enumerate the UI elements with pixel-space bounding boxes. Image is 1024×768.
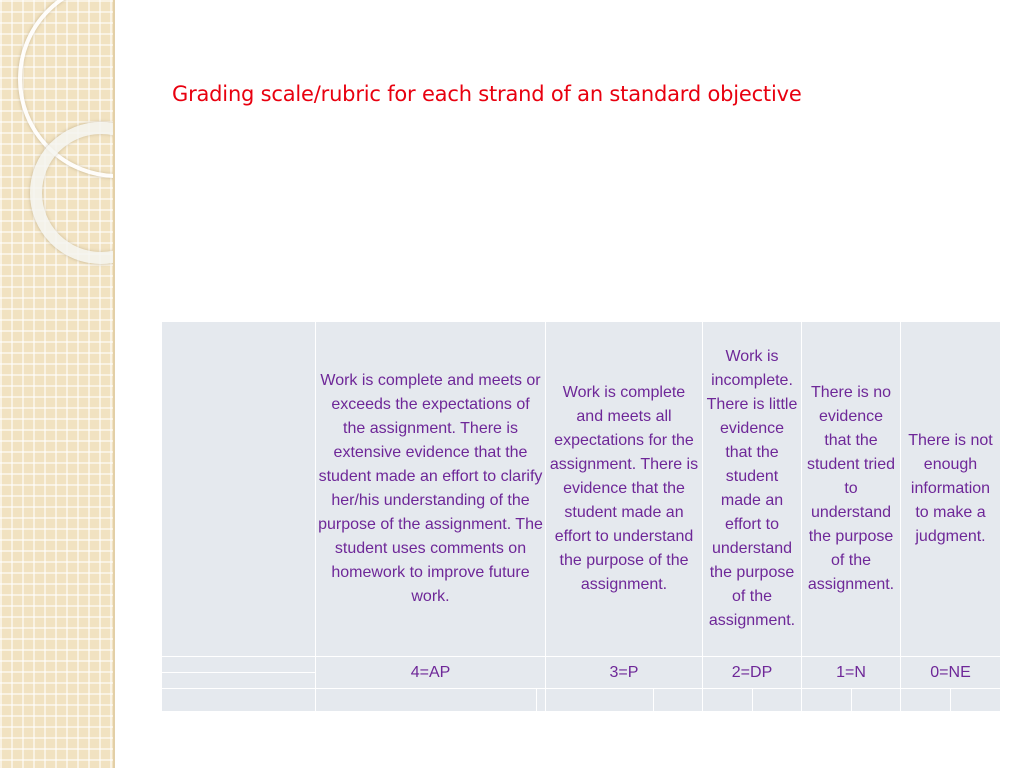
- empty-cell: [546, 689, 703, 712]
- row-header-cell: [162, 673, 316, 689]
- level-description: Work is incomplete. There is little evidence that the student made an effort to understand the purpose of the assignment.: [703, 322, 802, 657]
- level-score: 3=P: [546, 657, 703, 689]
- empty-cell: [802, 689, 901, 712]
- level-score: 2=DP: [703, 657, 802, 689]
- level-score: 4=AP: [316, 657, 546, 689]
- empty-cell: [316, 689, 546, 712]
- level-score: 1=N: [802, 657, 901, 689]
- score-row: [162, 657, 1001, 673]
- empty-row: [162, 689, 1001, 712]
- empty-cell: [162, 689, 316, 712]
- description-row: [162, 322, 1001, 657]
- rubric-table: [161, 321, 1001, 712]
- empty-cell: [901, 689, 1001, 712]
- level-score: 0=NE: [901, 657, 1001, 689]
- level-description: There is no evidence that the student tried to understand the purpose of the assignment.: [802, 322, 901, 657]
- slide-title: Grading scale/rubric for each strand of an standard objective: [172, 82, 802, 106]
- empty-cell: [703, 689, 802, 712]
- row-header-cell: [162, 322, 316, 657]
- row-header-cell: [162, 657, 316, 673]
- rubric-table-container: [161, 321, 1000, 713]
- level-description: Work is complete and meets all expectations for the assignment. There is evidence that the student made an effort to understand the purpose of the assignment.: [546, 322, 703, 657]
- level-description: There is not enough information to make a judgment.: [901, 322, 1001, 657]
- decorative-side-strip: [0, 0, 115, 768]
- level-description: Work is complete and meets or exceeds the expectations of the assignment. There is extensive evidence that the student made an effort to clarify her/his understanding of the purpose of the assignment. The student uses comments on homework to improve future work.: [316, 322, 546, 657]
